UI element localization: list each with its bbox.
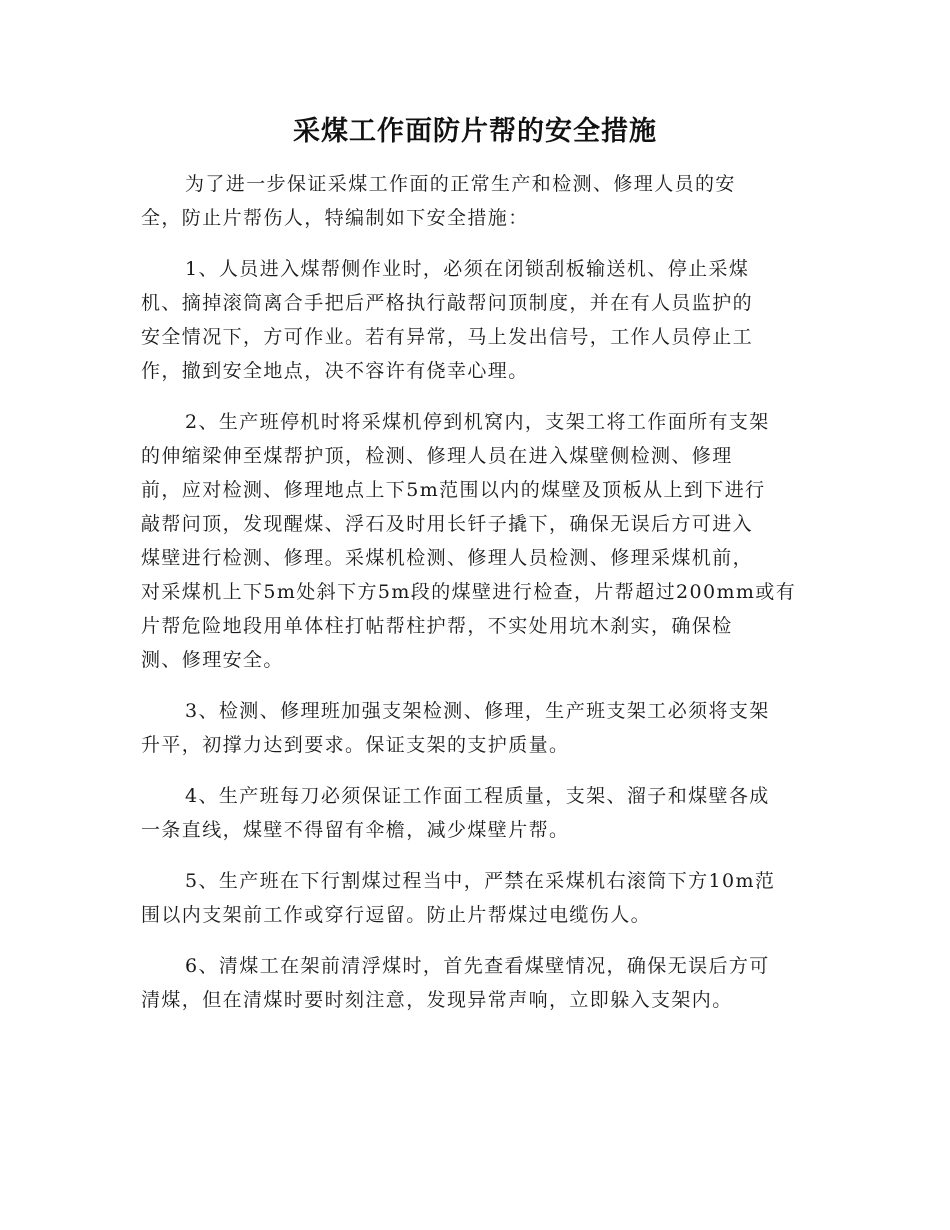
text-line: 前，应对检测、修理地点上下5m范围以内的煤壁及顶板从上到下进行 xyxy=(141,479,766,501)
document-title: 采煤工作面防片帮的安全措施 xyxy=(293,116,657,147)
text-line: 1、人员进入煤帮侧作业时，必须在闭锁刮板输送机、停止采煤 xyxy=(185,258,750,280)
document-body xyxy=(141,167,811,1017)
text-line: 安全情况下，方可作业。若有异常，马上发出信号，工作人员停止工 xyxy=(141,326,754,348)
text-line: 为了进一步保证采煤工作面的正常生产和检测、修理人员的安 xyxy=(185,173,736,195)
paragraph-item-5 xyxy=(141,864,811,932)
paragraph-item-4 xyxy=(141,779,811,847)
text-line: 煤壁进行检测、修理。采煤机检测、修理人员检测、修理采煤机前， xyxy=(141,547,754,569)
paragraph-item-3 xyxy=(141,694,811,762)
text-line: 对采煤机上下5m处斜下方5m段的煤壁进行检查，片帮超过200mm或有 xyxy=(141,581,797,603)
text-line: 围以内支架前工作或穿行逗留。防止片帮煤过电缆伤人。 xyxy=(141,904,652,926)
paragraph-intro xyxy=(141,167,811,235)
text-line: 敲帮问顶，发现醒煤、浮石及时用长钎子撬下，确保无误后方可进入 xyxy=(141,513,754,535)
text-line: 清煤，但在清煤时要时刻注意，发现异常声响，立即躲入支架内。 xyxy=(141,989,733,1011)
text-line: 5、生产班在下行割煤过程当中，严禁在采煤机右滚筒下方10m范 xyxy=(185,870,776,892)
text-line: 一条直线，煤壁不得留有伞檐，减少煤壁片帮。 xyxy=(141,819,570,841)
text-line: 3、检测、修理班加强支架检测、修理，生产班支架工必须将支架 xyxy=(185,700,770,722)
text-line: 全，防止片帮伤人，特编制如下安全措施： xyxy=(141,207,529,229)
text-line: 片帮危险地段用单体柱打帖帮柱护帮，不实处用坑木刹实，确保检 xyxy=(141,615,733,637)
text-line: 2、生产班停机时将采煤机停到机窝内，支架工将工作面所有支架 xyxy=(185,411,770,433)
paragraph-item-1 xyxy=(141,252,811,388)
text-line: 4、生产班每刀必须保证工作面工程质量，支架、溜子和煤壁各成 xyxy=(185,785,770,807)
paragraph-item-6 xyxy=(141,949,811,1017)
text-line: 6、清煤工在架前清浮煤时，首先查看煤壁情况，确保无误后方可 xyxy=(185,955,770,977)
paragraph-item-2 xyxy=(141,405,811,677)
text-line: 机、摘掉滚筒离合手把后严格执行敲帮问顶制度，并在有人员监护的 xyxy=(141,292,754,314)
text-line: 的伸缩梁伸至煤帮护顶，检测、修理人员在进入煤壁侧检测、修理 xyxy=(141,445,733,467)
text-line: 测、修理安全。 xyxy=(141,649,284,671)
text-line: 升平，初撑力达到要求。保证支架的支护质量。 xyxy=(141,734,570,756)
text-line: 作，撤到安全地点，决不容许有侥幸心理。 xyxy=(141,360,529,382)
